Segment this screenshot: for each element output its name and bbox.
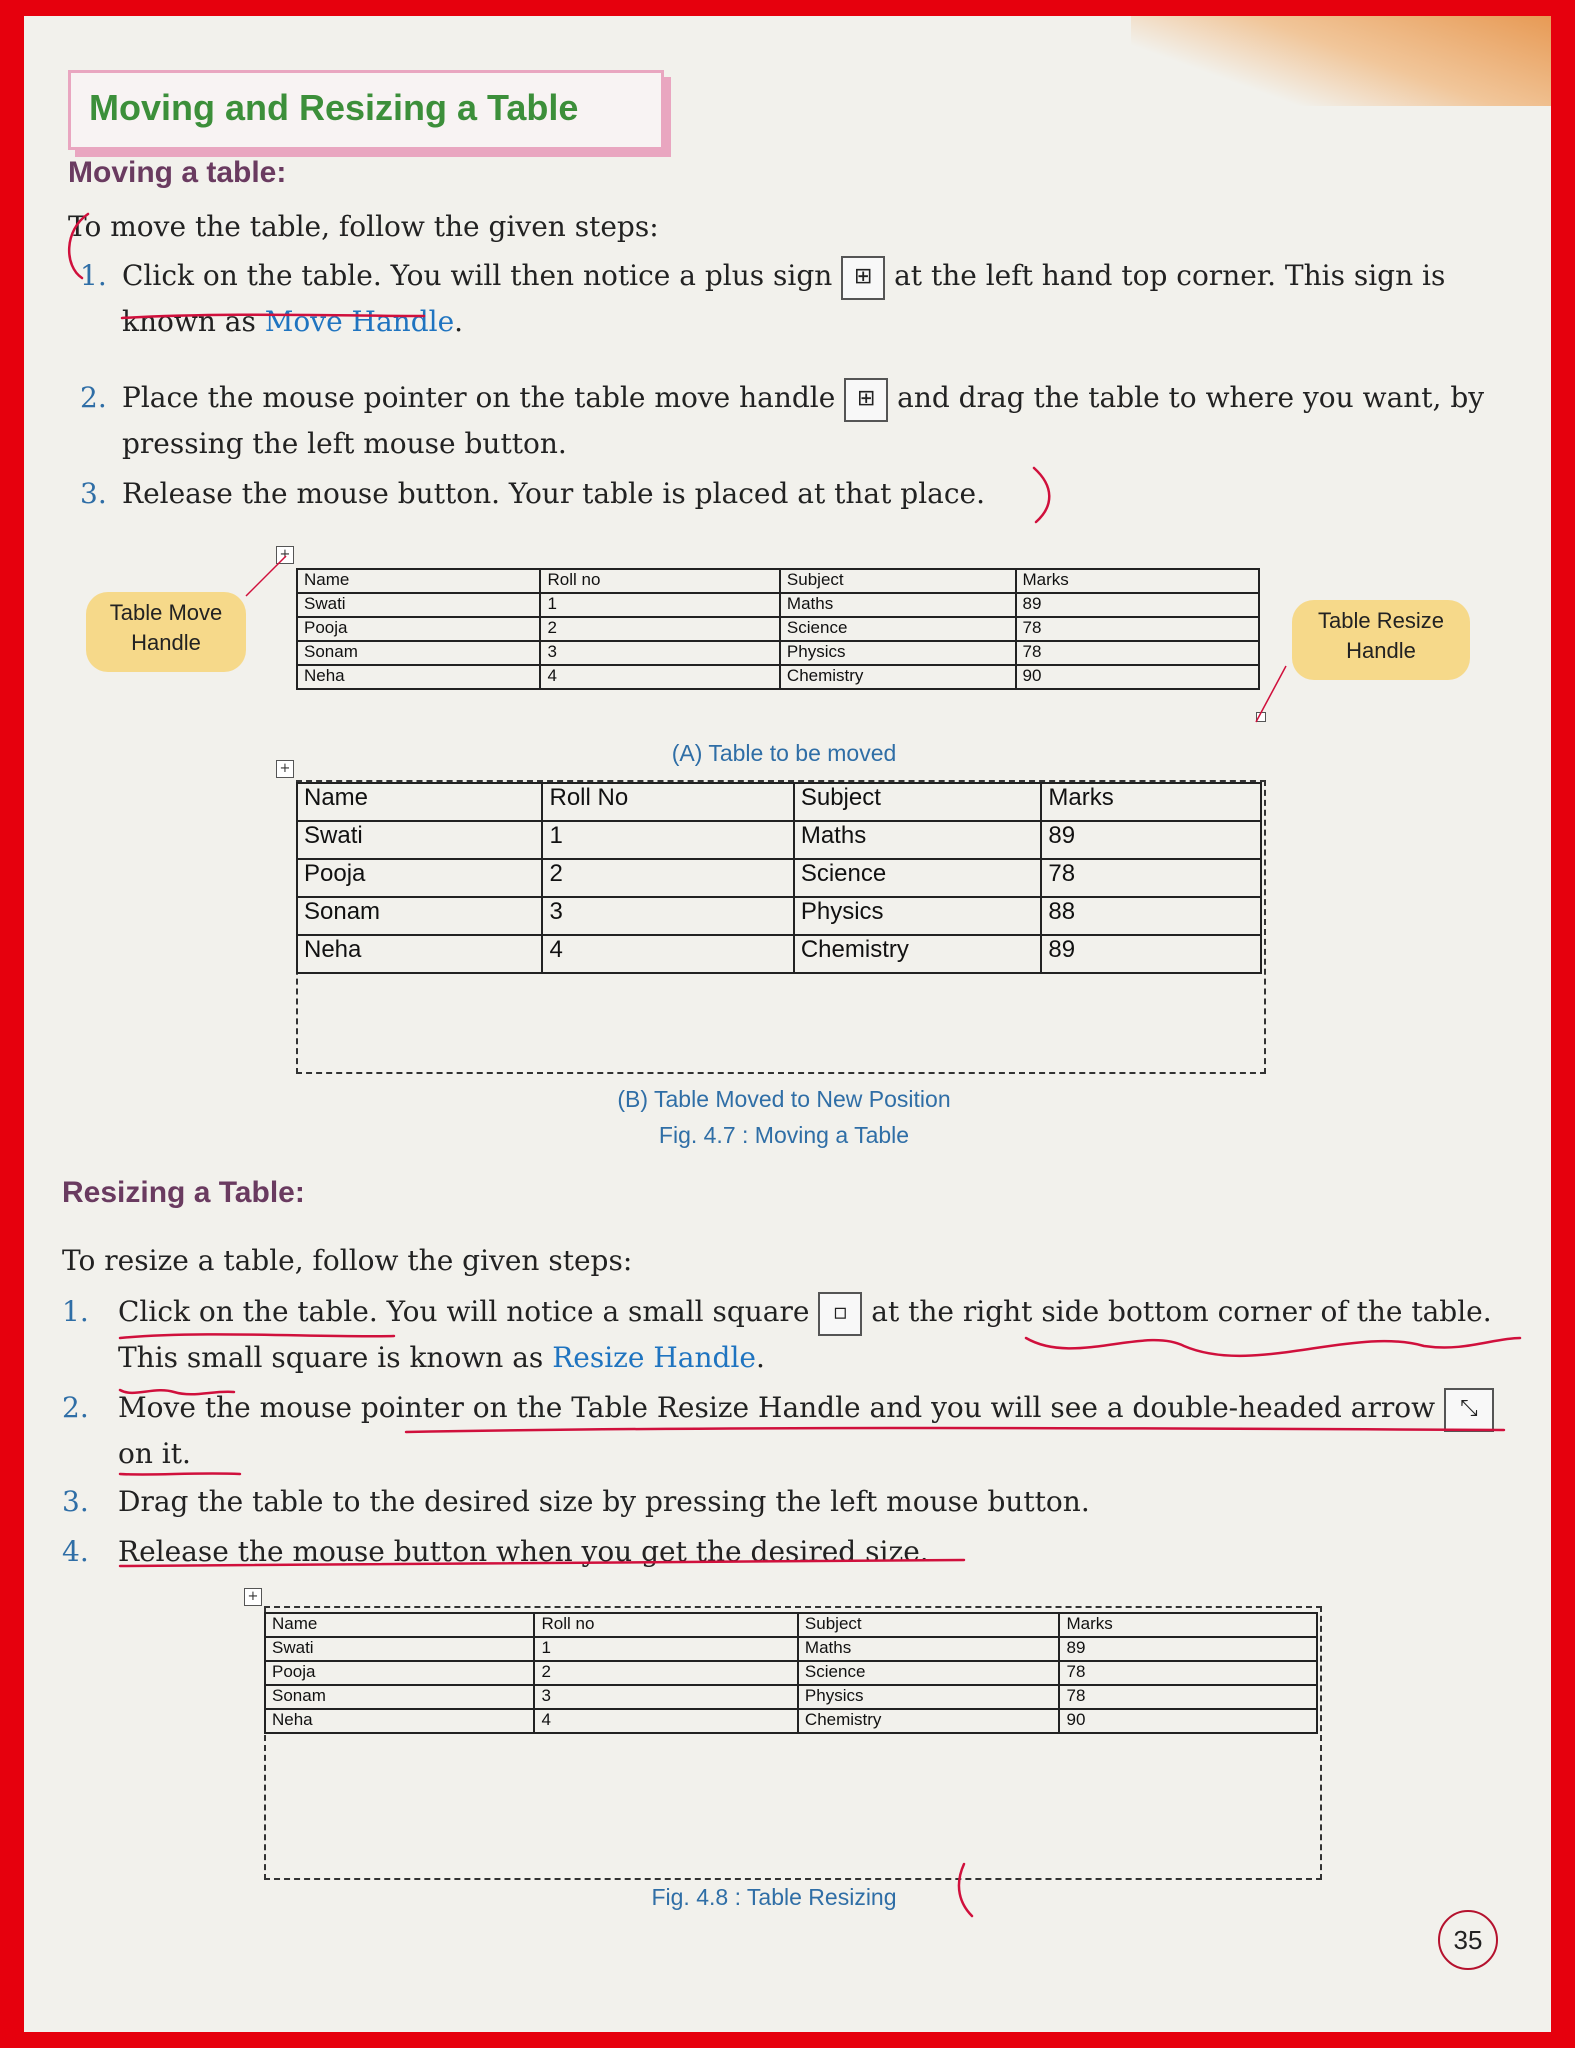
move-handle-icon: + (276, 760, 294, 778)
step-text: on it. (118, 1436, 191, 1470)
resize-handle-term: Resize Handle (552, 1340, 756, 1374)
pen-underline (406, 1428, 1504, 1432)
header-cell: Roll no (540, 569, 779, 593)
table-cell: 2 (534, 1661, 797, 1685)
step-text: at the right side bottom corner of the table. This small square is known as (118, 1295, 1492, 1374)
page-number: 35 (1438, 1910, 1498, 1970)
resize-handle-icon: ▫ (818, 1292, 862, 1336)
table-cell: Science (794, 859, 1042, 897)
table-cell: 89 (1041, 935, 1261, 973)
step-text: Move the mouse pointer on the Table Resize Handle and you will see a double-headed arrow (118, 1391, 1436, 1424)
step-text: Drag the table to the desired size by pressing the left mouse button. (118, 1485, 1090, 1518)
header-cell: Marks (1016, 569, 1260, 593)
step-number: 3. (62, 1485, 89, 1518)
table-cell: 78 (1059, 1685, 1317, 1709)
table-cell: 4 (534, 1709, 797, 1733)
step-text: Click on the table. You will then notice a plus sign (122, 259, 833, 292)
header-cell: Name (265, 1613, 534, 1637)
table-cell: Physics (780, 641, 1016, 665)
table-cell: Neha (297, 665, 540, 689)
table-cell: Pooja (297, 859, 542, 897)
table-cell: Sonam (297, 641, 540, 665)
table-cell: Pooja (265, 1661, 534, 1685)
section-title: Moving and Resizing a Table (89, 87, 579, 128)
table-cell: 78 (1041, 859, 1261, 897)
table-cell: Chemistry (798, 1709, 1060, 1733)
table-cell: 4 (542, 935, 793, 973)
step-text: and drag the table to where you want, by pressing the left mouse button. (122, 381, 1485, 460)
pen-underline (122, 315, 424, 318)
move-handle-icon: ⊞ (841, 256, 885, 300)
table-cell: 1 (534, 1637, 797, 1661)
header-cell: Name (297, 783, 542, 821)
step-text: Release the mouse button when you get the desired size. (118, 1535, 929, 1568)
move-handle-icon: + (276, 546, 294, 564)
table-cell: Swati (297, 821, 542, 859)
pen-underline (120, 1473, 240, 1474)
callout-pointer-move (246, 556, 286, 596)
header-cell: Subject (798, 1613, 1060, 1637)
moving-intro: To move the table, follow the given steps: (68, 210, 659, 243)
pen-underline (120, 1390, 234, 1394)
table-cell: 89 (1059, 1637, 1317, 1661)
table-cell: Chemistry (794, 935, 1042, 973)
step-number: 4. (62, 1535, 89, 1568)
step-text: Place the mouse pointer on the table move handle (122, 381, 836, 414)
pen-underline (120, 1334, 394, 1338)
step-number: 2. (62, 1391, 89, 1424)
table-cell: Swati (297, 593, 540, 617)
header-cell: Roll no (534, 1613, 797, 1637)
step-number: 3. (80, 477, 107, 510)
table-cell: 78 (1016, 641, 1260, 665)
moving-heading: Moving a table: (68, 156, 287, 189)
header-cell: Subject (794, 783, 1042, 821)
move-handle-icon: ⊞ (844, 378, 888, 422)
table-cell: 88 (1041, 897, 1261, 935)
pen-annotations (24, 16, 1551, 2032)
caption-a: (A) Table to be moved (671, 740, 897, 766)
fig-4-7-caption: Fig. 4.7 : Moving a Table (658, 1122, 910, 1148)
table-cell: 3 (534, 1685, 797, 1709)
table-cell: Physics (798, 1685, 1060, 1709)
move-handle-term: Move Handle (264, 304, 455, 338)
header-cell: Name (297, 569, 540, 593)
table-cell: Chemistry (780, 665, 1016, 689)
table-cell: Sonam (265, 1685, 534, 1709)
table-cell: Sonam (297, 897, 542, 935)
move-handle-icon: + (244, 1588, 262, 1606)
table-cell: 89 (1041, 821, 1261, 859)
table-cell: Science (798, 1661, 1060, 1685)
step-number: 1. (80, 259, 107, 292)
table-cell: Physics (794, 897, 1042, 935)
resizing-intro: To resize a table, follow the given steps: (62, 1244, 633, 1277)
table-cell: 90 (1059, 1709, 1317, 1733)
pen-bracket-mark (1034, 468, 1049, 522)
step-text: Release the mouse button. Your table is placed at that place. (122, 477, 985, 510)
pen-underline (1026, 1338, 1520, 1356)
table-cell: 3 (542, 897, 793, 935)
step-text: at the left hand top corner. This sign is known as (122, 259, 1446, 338)
resizing-heading: Resizing a Table: (62, 1176, 305, 1209)
table-cell: 2 (542, 859, 793, 897)
table-cell: 78 (1016, 617, 1260, 641)
header-cell: Marks (1059, 1613, 1317, 1637)
fig-4-8-caption: Fig. 4.8 : Table Resizing (651, 1884, 897, 1910)
pen-underline (120, 1560, 964, 1566)
table-cell: Neha (297, 935, 542, 973)
table-cell: 4 (540, 665, 779, 689)
table-cell: 90 (1016, 665, 1260, 689)
table-cell: Science (780, 617, 1016, 641)
step-number: 1. (62, 1295, 89, 1328)
table-cell: 1 (542, 821, 793, 859)
pen-bracket-mark (959, 1864, 972, 1916)
table-cell: Pooja (297, 617, 540, 641)
table-cell: Maths (798, 1637, 1060, 1661)
table-cell: 1 (540, 593, 779, 617)
double-arrow-icon: ⤡ (1444, 1388, 1494, 1432)
table-cell: Maths (794, 821, 1042, 859)
table-cell: 78 (1059, 1661, 1317, 1685)
header-cell: Subject (780, 569, 1016, 593)
table-cell: Swati (265, 1637, 534, 1661)
pen-bracket-mark (69, 214, 88, 278)
table-cell: Maths (780, 593, 1016, 617)
table-cell: 89 (1016, 593, 1260, 617)
table-cell: 2 (540, 617, 779, 641)
textbook-page: Moving and Resizing a Table Moving a table: To move the table, follow the given steps: 1. Click on the table. You will then notice a plus sign ⊞ at the left hand top corner. This sign is known as Move Handle. 2. Place the mouse pointer on the table move handle ⊞ and drag the table to where you want, by pressing the left mouse button. 3. Release the mouse button. Your table is placed at that place. Table Move Handle Table Resize Handle + Name Roll no Subject Marks Swati 1 Maths 89 Pooja 2 Science 78 Sonam 3 Physics 78 Neha 4 Chemistry 90 (A) Table to be moved + Name Roll No Subject Marks Swati 1 Maths 89 Pooja 2 Science 78 Sonam 3 Physics 88 Neha 4 Chemistry 89 (B) Table Moved to New Position Fig. 4.7 : Moving a Table Resizing a Table: To resize a table, follow the given steps: 1. Click on the table. You will notice a small square ▫ at the right side bottom corner of the table. This small square is known as Resize Handle. 2. Move the mouse pointer on the Table Resize Handle and you will see a double-headed arrow ⤡ on it. 3. Drag the table to the desired size by pressing the left mouse button. 4. Release the mouse button when you get the desired size. + Name Roll no Subject Marks Swati 1 Maths 89 Pooja 2 Science 78 Sonam 3 Physics 78 Neha 4 Chemistry 90 Fig. 4.8 : Table Resizing 35 (24, 16, 1551, 2032)
callout-pointer-resize (1256, 666, 1286, 722)
step-number: 2. (80, 381, 107, 414)
caption-b: (B) Table Moved to New Position (617, 1086, 951, 1112)
table-cell: 3 (540, 641, 779, 665)
table-cell: Neha (265, 1709, 534, 1733)
header-cell: Marks (1041, 783, 1261, 821)
header-cell: Roll No (542, 783, 793, 821)
resize-handle-callout: Table Resize Handle (1292, 600, 1470, 680)
move-handle-callout: Table Move Handle (86, 592, 246, 672)
step-text: Click on the table. You will notice a small square (118, 1295, 810, 1328)
